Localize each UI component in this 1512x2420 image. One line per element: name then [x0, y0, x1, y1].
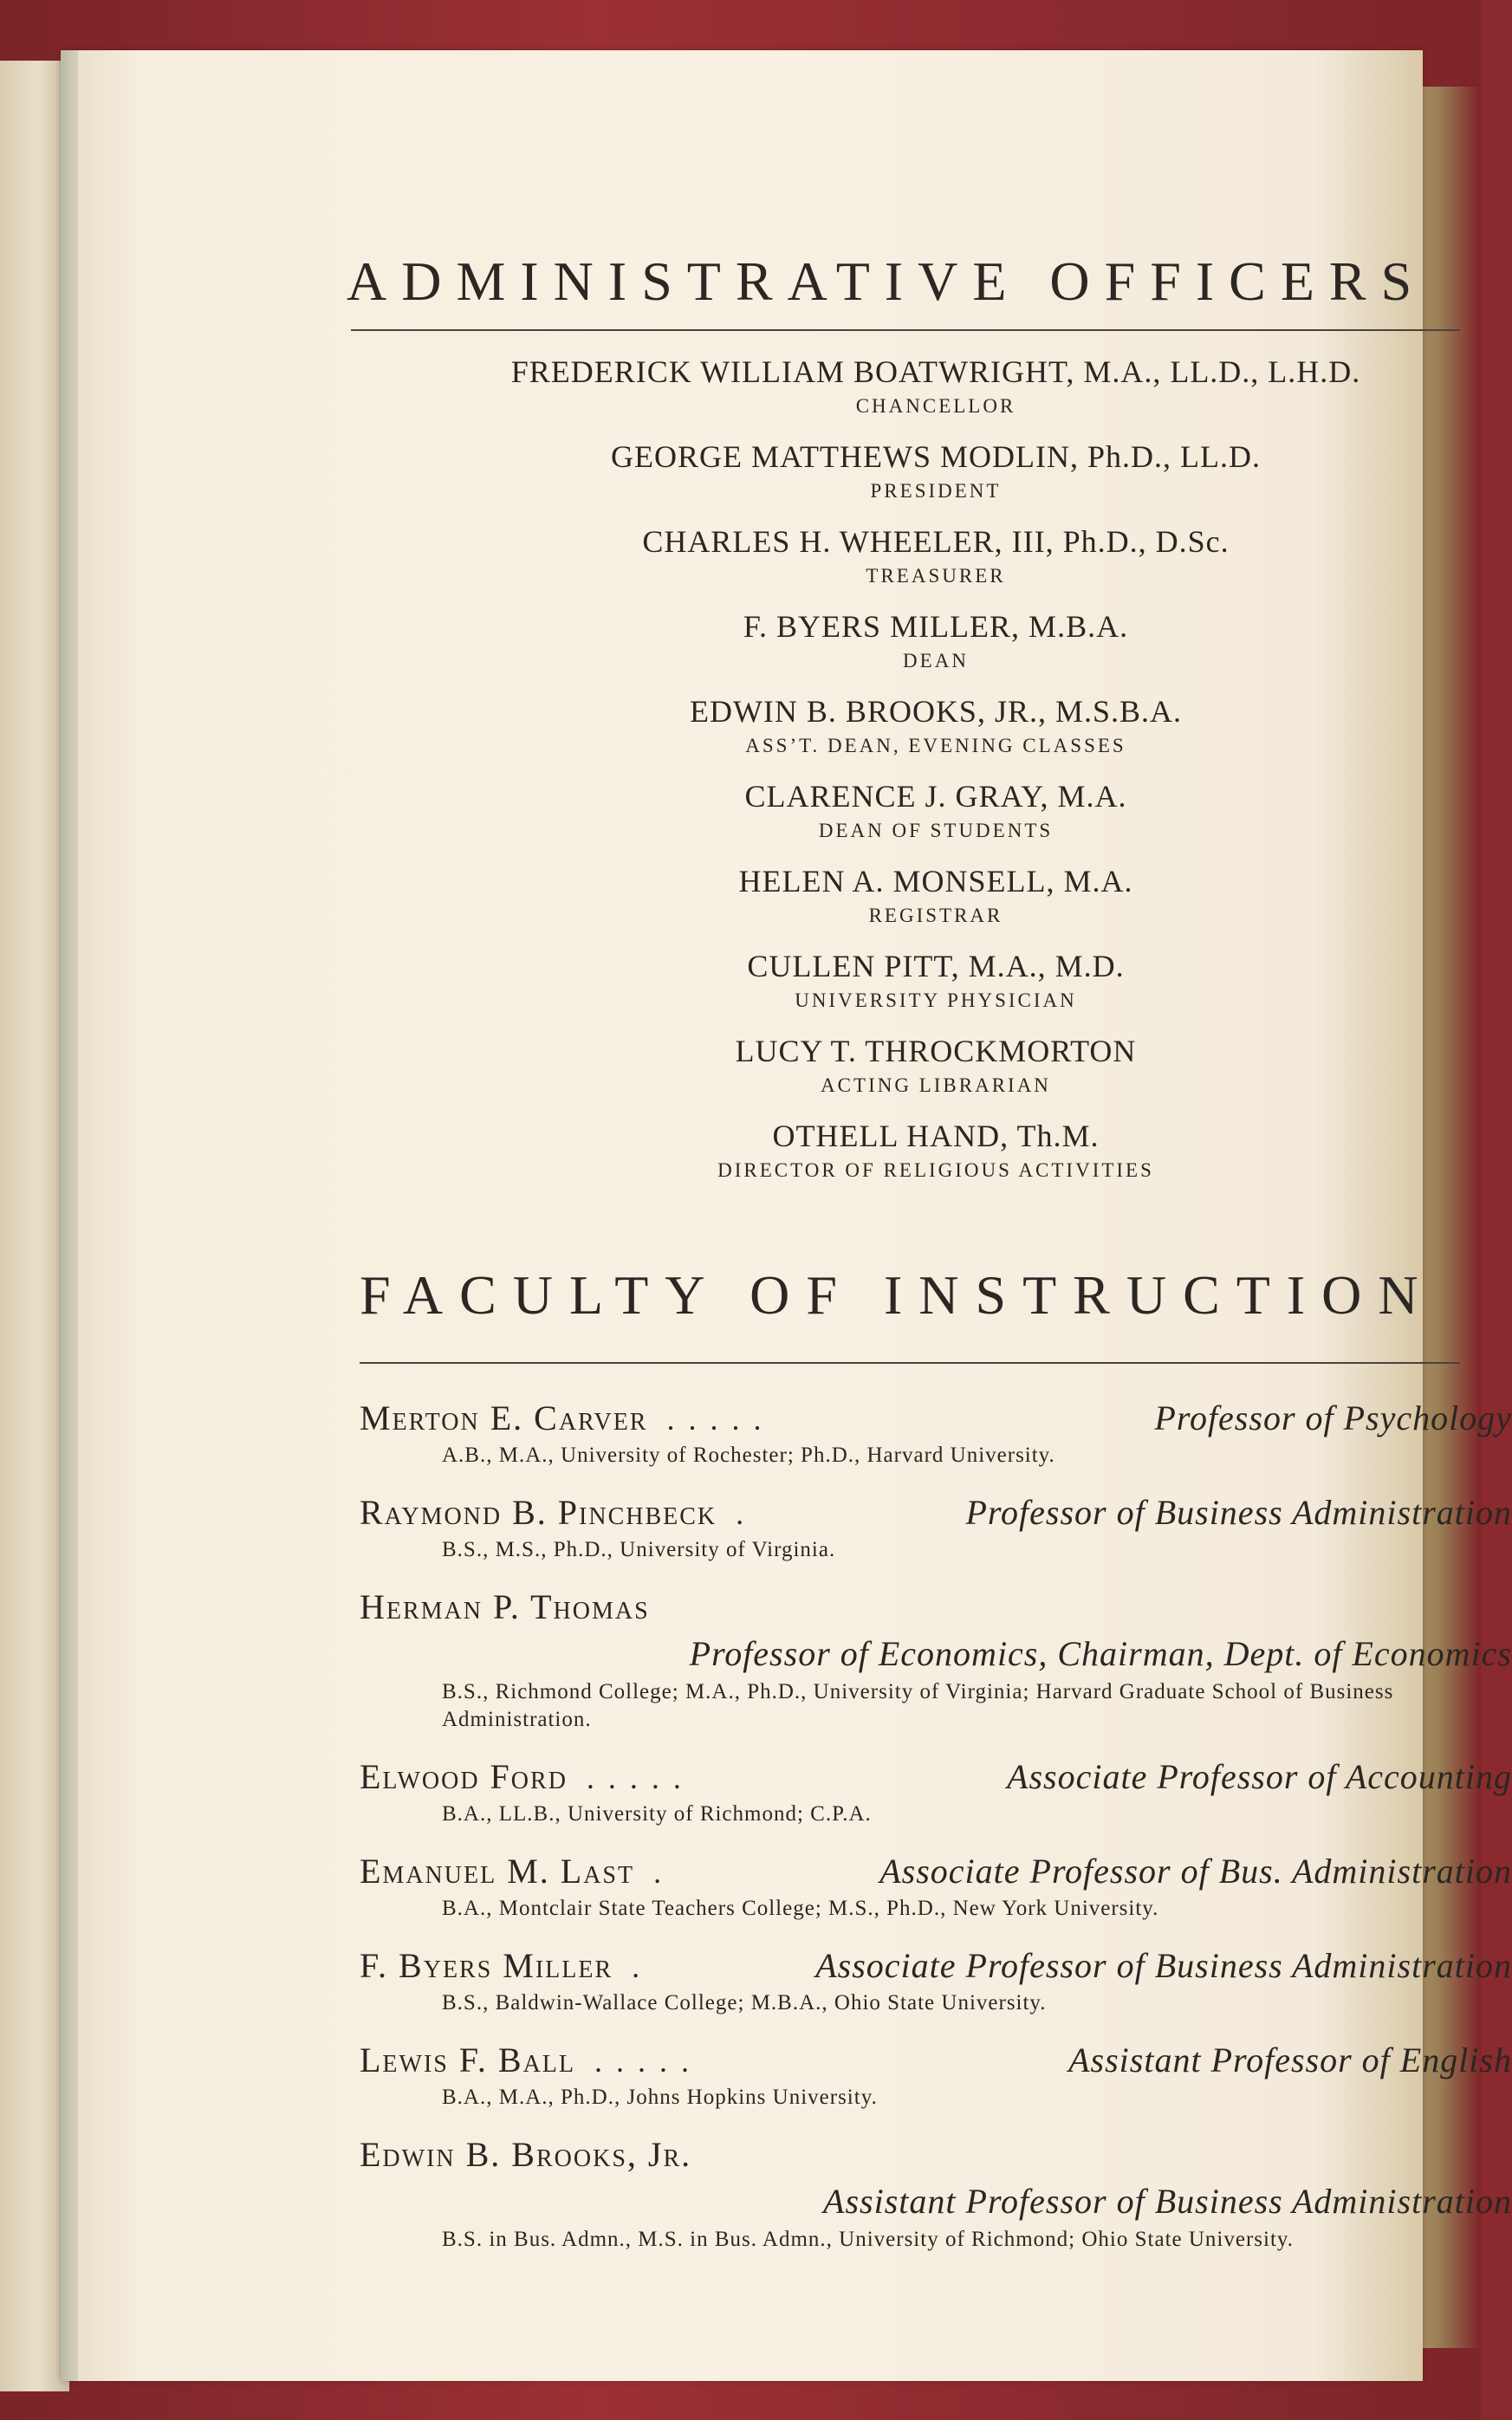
officer-entry — [373, 352, 1499, 421]
officer-title: DEAN OF STUDENTS — [818, 820, 1054, 841]
faculty-name: Edwin B. Brooks, Jr. — [360, 2135, 692, 2174]
administrative-officers-title: ADMINISTRATIVE OFFICERS — [347, 250, 1427, 312]
officer-entry — [373, 1116, 1499, 1185]
faculty-degrees: B.A., M.A., Ph.D., Johns Hopkins University. — [442, 2086, 878, 2109]
officer-title: DEAN — [903, 650, 969, 672]
officer-entry — [373, 522, 1499, 591]
faculty-entry — [360, 1585, 1512, 1734]
officer-entry — [373, 691, 1499, 761]
officer-name: HELEN A. MONSELL, M.A. — [738, 864, 1133, 899]
faculty-name: F. Byers Miller — [360, 1946, 613, 1985]
faculty-entry — [360, 2038, 1512, 2112]
dot-leader: . — [653, 1855, 676, 1890]
officer-title: UNIVERSITY PHYSICIAN — [795, 989, 1077, 1011]
officer-entry — [373, 1031, 1499, 1100]
faculty-degrees: B.A., Montclair State Teachers College; M.S., Ph.D., New York University. — [442, 1897, 1159, 1920]
faculty-rank: Assistant Professor of English — [1068, 2040, 1512, 2079]
faculty-name: Herman P. Thomas — [360, 1587, 650, 1626]
officer-title: REGISTRAR — [868, 905, 1003, 926]
title-rule — [351, 329, 1460, 331]
officers-list — [373, 352, 1499, 1201]
officer-title: ACTING LIBRARIAN — [821, 1074, 1051, 1096]
faculty-rank: Professor of Psychology — [1154, 1398, 1512, 1437]
officer-title: ASS’T. DEAN, EVENING CLASSES — [745, 735, 1126, 756]
faculty-rank: Associate Professor of Accounting — [1007, 1757, 1512, 1796]
officer-entry — [373, 437, 1499, 506]
officer-name: GEORGE MATTHEWS MODLIN, Ph.D., LL.D. — [611, 439, 1261, 474]
faculty-rank: Associate Professor of Bus. Administration — [879, 1852, 1512, 1891]
officer-entry — [373, 607, 1499, 676]
officer-name: FREDERICK WILLIAM BOATWRIGHT, M.A., LL.D., L.H.D. — [510, 354, 1361, 389]
officer-name: CULLEN PITT, M.A., M.D. — [747, 949, 1125, 983]
officer-title: DIRECTOR OF RELIGIOUS ACTIVITIES — [717, 1159, 1154, 1181]
faculty-name: Emanuel M. Last — [360, 1852, 635, 1891]
faculty-rank: Assistant Professor of Business Administration — [823, 2182, 1512, 2221]
officer-entry — [373, 946, 1499, 1015]
faculty-list — [360, 1396, 1512, 2274]
officer-title: TREASURER — [866, 565, 1006, 587]
dot-leader: . — [736, 1496, 758, 1531]
officer-name: CHARLES H. WHEELER, III, Ph.D., D.Sc. — [642, 524, 1230, 559]
dot-leader: ..... — [666, 1402, 775, 1437]
faculty-entry — [360, 1755, 1512, 1828]
faculty-rank: Professor of Business Administration — [965, 1493, 1512, 1532]
officer-entry — [373, 776, 1499, 846]
faculty-name: Merton E. Carver — [360, 1398, 648, 1437]
faculty-rank: Professor of Economics, Chairman, Dept. of Economics — [689, 1634, 1512, 1673]
faculty-of-instruction-title: FACULTY OF INSTRUCTION — [360, 1264, 1435, 1326]
faculty-entry — [360, 1490, 1512, 1564]
faculty-name: Lewis F. Ball — [360, 2040, 576, 2079]
officer-name: EDWIN B. BROOKS, JR., M.S.B.A. — [689, 694, 1183, 729]
officer-name: CLARENCE J. GRAY, M.A. — [744, 779, 1127, 814]
officer-name: OTHELL HAND, Th.M. — [772, 1119, 1100, 1153]
dot-leader: . — [632, 1950, 654, 1984]
page-stack-left — [0, 61, 69, 2391]
title-rule — [360, 1362, 1460, 1364]
officer-title: PRESIDENT — [870, 480, 1002, 502]
faculty-name: Raymond B. Pinchbeck — [360, 1493, 717, 1532]
faculty-degrees: B.S., M.S., Ph.D., University of Virginia. — [442, 1538, 836, 1561]
faculty-degrees: A.B., M.A., University of Rochester; Ph.D., Harvard University. — [442, 1444, 1055, 1467]
faculty-entry — [360, 1396, 1512, 1470]
faculty-degrees: B.S., Richmond College; M.A., Ph.D., University of Virginia; Harvard Graduate School of Business Administration. — [442, 1680, 1394, 1731]
faculty-name: Elwood Ford — [360, 1757, 568, 1796]
faculty-rank: Associate Professor of Business Administration — [815, 1946, 1512, 1985]
officer-title: CHANCELLOR — [855, 395, 1016, 417]
faculty-degrees: B.S., Baldwin-Wallace College; M.B.A., Ohio State University. — [442, 1991, 1047, 2015]
faculty-entry — [360, 2132, 1512, 2254]
faculty-degrees: B.S. in Bus. Admn., M.S. in Bus. Admn., University of Richmond; Ohio State University. — [442, 2228, 1295, 2251]
dot-leader: ..... — [594, 2044, 704, 2079]
officer-name: F. BYERS MILLER, M.B.A. — [743, 609, 1129, 644]
officer-entry — [373, 861, 1499, 931]
faculty-degrees: B.A., LL.B., University of Richmond; C.P.A. — [442, 1802, 872, 1826]
dot-leader: ..... — [586, 1761, 695, 1795]
faculty-entry — [360, 1849, 1512, 1923]
officer-name: LUCY T. THROCKMORTON — [735, 1034, 1137, 1068]
book-page — [61, 50, 1512, 2381]
faculty-entry — [360, 1943, 1512, 2017]
page-gutter — [61, 50, 78, 2381]
